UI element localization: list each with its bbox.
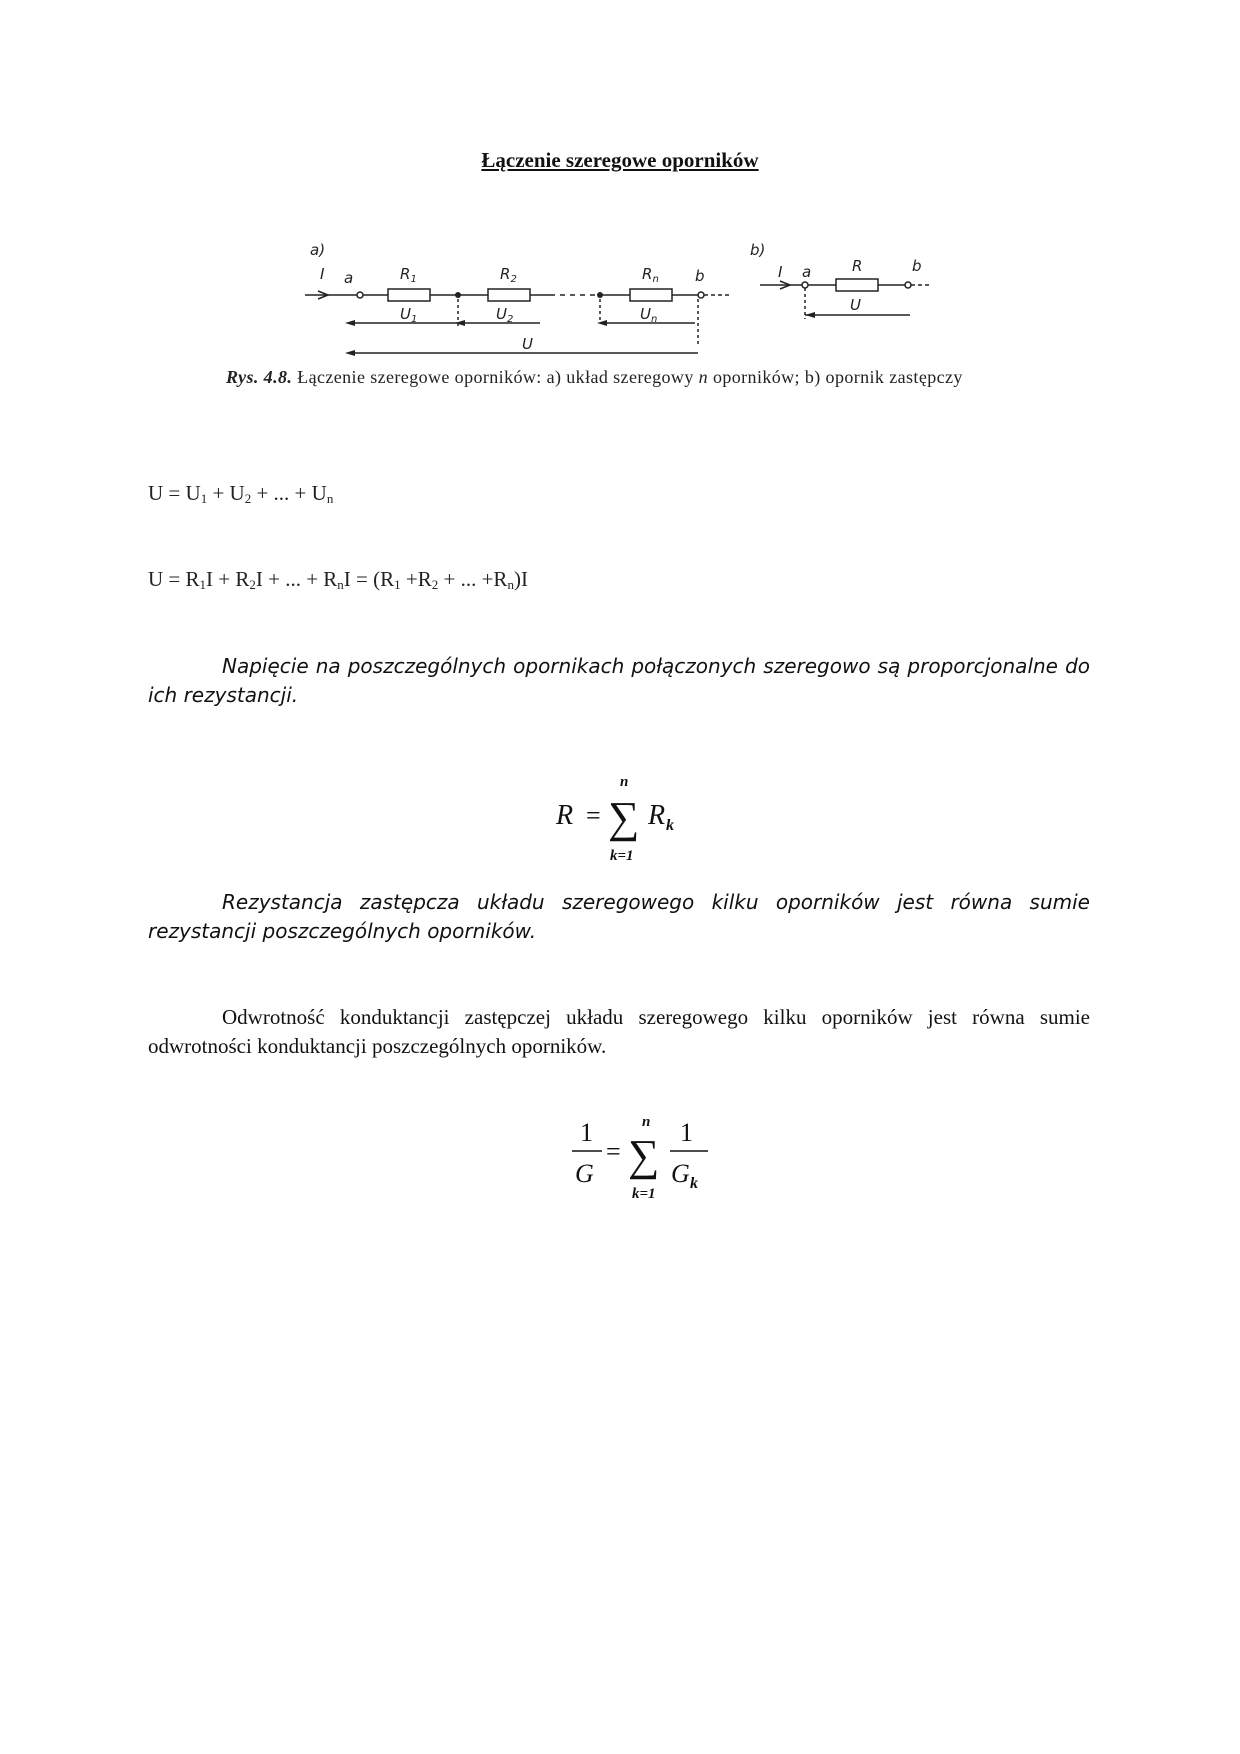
equation-ohm-sum: $U = R_1I + R_2I$ + ... + $R_nI = (R_1 +R_2$ + ... $+R_n)I$ <box>148 567 528 592</box>
formula-resistance-sum <box>552 770 692 865</box>
formula1-lhs: R <box>556 800 574 831</box>
label-node-a-b: a <box>802 263 812 281</box>
label-node-b: b <box>695 267 705 285</box>
formula1-term-sub: k <box>666 817 674 834</box>
formula2-upper: n <box>642 1114 651 1130</box>
label-r-eq: R <box>852 257 863 275</box>
resistor-r-eq <box>836 279 878 291</box>
formula2-num-left: 1 <box>580 1118 593 1147</box>
formula2-eq: = <box>606 1137 621 1166</box>
figure-label: Rys. 4.8. <box>226 367 293 387</box>
label-u2: $U_2$ <box>496 305 514 325</box>
label-current-b: I <box>778 263 783 281</box>
label-node-b-b: b <box>912 257 922 275</box>
formula1-sigma: ∑ <box>608 793 640 842</box>
label-u-eq: U <box>850 296 861 314</box>
figure-caption <box>226 365 1016 389</box>
label-current-a: I <box>320 265 325 283</box>
formula-conductance-sum <box>568 1110 718 1205</box>
caption-n: n <box>698 367 709 387</box>
label-r1: $R_1$ <box>400 265 417 285</box>
resistor-r2 <box>488 289 530 301</box>
page-title: Łączenie szeregowe oporników <box>481 148 759 172</box>
label-node-a: a <box>344 269 354 287</box>
formula2-sigma: ∑ <box>628 1131 660 1180</box>
formula2-den-right: G <box>671 1159 690 1188</box>
equation-voltage-sum: $U = U_1 + U_2$ + ... + $U_n$ <box>148 481 334 506</box>
label-un: $U_n$ <box>640 305 658 325</box>
formula2-lower: k=1 <box>632 1186 656 1202</box>
formula2-num-right: 1 <box>680 1118 693 1147</box>
formula1-eq: = <box>586 801 601 830</box>
label-u-total: U <box>522 335 533 353</box>
label-b: b) <box>750 241 766 259</box>
caption-text-1: Łączenie szeregowe oporników: a) układ szeregowy <box>297 367 694 387</box>
caption-text-2: oporników; b) opornik zastępczy <box>712 367 963 387</box>
paragraph-equivalent-resistance: Rezystancja zastępcza układu szeregowego kilku oporników jest równa sumie rezystancji poszczególnych oporników. <box>148 890 1090 943</box>
resistor-rn <box>630 289 672 301</box>
label-r2: $R_2$ <box>500 265 517 285</box>
label-u1: $U_1$ <box>400 305 418 325</box>
paragraph-conductance: Odwrotność konduktancji zastępczej układu szeregowego kilku oporników jest równa sumie odwrotności konduktancji poszczególnych oporników. <box>148 1005 1090 1058</box>
formula1-term: R <box>648 800 666 831</box>
circuit-diagram <box>300 235 960 365</box>
formula1-upper: n <box>620 774 629 790</box>
label-rn: $R_n$ <box>642 265 659 285</box>
formula2-den-left: G <box>575 1159 594 1188</box>
resistor-r1 <box>388 289 430 301</box>
formula1-lower: k=1 <box>610 848 634 864</box>
paragraph-voltage-proportional: Napięcie na poszczególnych opornikach połączonych szeregowo są proporcjonalne do ich rezystancji. <box>148 654 1090 707</box>
formula2-den-right-sub: k <box>690 1175 698 1192</box>
label-a: a) <box>310 241 326 259</box>
